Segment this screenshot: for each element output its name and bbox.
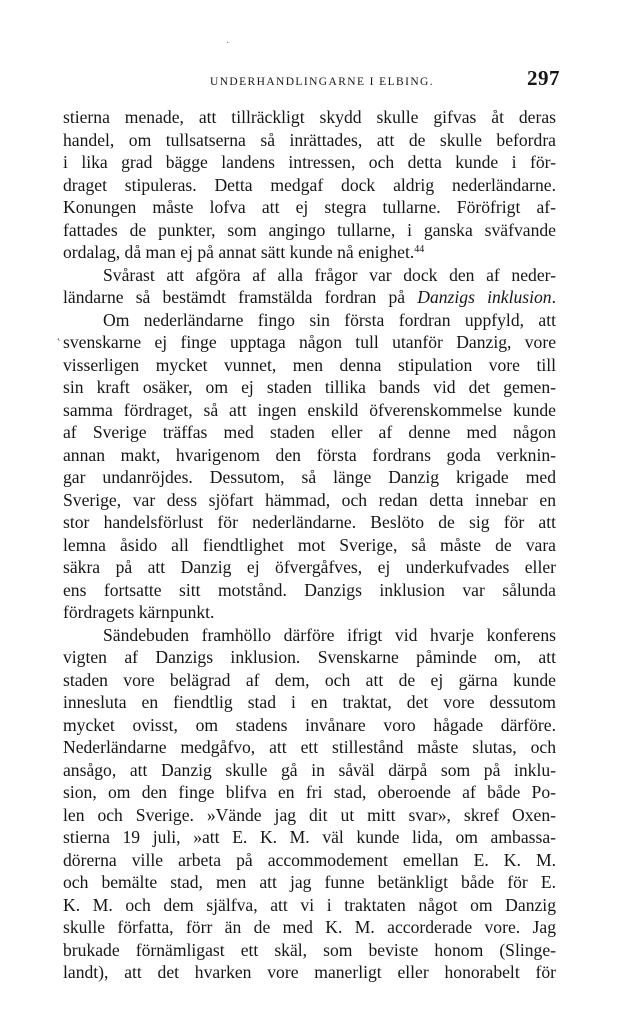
text-line: gar undanröjdes. Dessutom, så länge Danzig krigade med (63, 467, 556, 487)
text-line: K. M. och dem själfva, att vi i traktaten något om Danzig (63, 894, 556, 915)
text-line: Sverige, var dess sjöfart hämmad, och redan detta innebar en (63, 489, 556, 510)
text-line: innesluta en fiendtlig stad i en traktat, det vore dessutom (63, 692, 556, 712)
text-line: lemna åsido all fiendtlighet mot Sverige, så måste de vara (63, 534, 556, 555)
text-line: landt), att det hvarken vore manerligt eller honorabelt för (63, 962, 556, 982)
text-line: staden vore belägrad af dem, och att de ej gärna kunde (63, 669, 556, 690)
text-line: säkra på att Danzig ej öfvergåfves, ej underkufvades eller (63, 557, 556, 577)
text-line: draget stipuleras. Detta medgaf dock aldrig nederländarne. (63, 174, 556, 195)
footnote-reference[interactable]: 44 (414, 244, 425, 255)
text-line: Nederländarne medgåfvo, att ett stillestånd måste slutas, och (63, 737, 556, 757)
text-line: Sändebuden framhöllo därföre ifrigt vid hvarje konferens (103, 624, 556, 645)
text-line: svenskarne ej finge upptaga någon tull utanför Danzig, vore (63, 332, 556, 352)
text-line: sion, om den finge blifva en fri stad, oberoende af både Po- (63, 782, 556, 802)
text-line: ländarne så bestämdt framstälda fordran på (63, 287, 418, 307)
body-text (63, 106, 556, 984)
text-line: Om nederländarne fingo sin första fordran uppfyld, att (103, 309, 556, 330)
text-line: ansågo, att Danzig skulle gå in såväl därpå som på inklu- (63, 759, 556, 780)
text-line-with-emphasis (63, 286, 556, 309)
text-line: mycket ovisst, om stadens invånare voro hågade därföre. (63, 714, 556, 735)
specks-mark: · (226, 38, 230, 49)
text-line: samma fördraget, så att ingen enskild öfverenskommelse kunde (63, 399, 556, 420)
text-line: brukade förnämligast ett skäl, som beviste honom (Slinge- (63, 939, 556, 960)
text-line: stor handelsförlust för nederländarne. Beslöto de sig för att (63, 512, 556, 532)
text-line: i lika grad bägge landens intressen, och detta kunde i för- (63, 152, 556, 172)
emphasized-text: Danzigs inklusion (417, 287, 552, 307)
text-line: Svårast att afgöra af alla frågor var dock den af neder- (103, 264, 556, 285)
running-header (62, 64, 566, 98)
text-line: ens fortsatte sitt motstånd. Danzigs inklusion var sålunda (63, 579, 556, 600)
text-line: dörerna ville arbeta på accommodement emellan E. K. M. (63, 849, 556, 870)
text-line: Konungen måste lofva att ej stegra tullarne. Föröfrigt af- (63, 197, 556, 217)
text-line: vigten af Danzigs inklusion. Svenskarne påminde om, att (63, 647, 556, 667)
text-line: och bemälte stad, men att jag funne betänkligt både för E. (63, 872, 556, 892)
emphasis-period: . (551, 287, 556, 307)
text-line: len och Sverige. »Vände jag dit ut mitt svar», skref Oxen- (63, 804, 556, 825)
text-line-with-footnote (63, 241, 556, 264)
running-title: UNDERHANDLINGARNE I ELBING. (210, 76, 435, 88)
text-line: stierna 19 juli, »att E. K. M. väl kunde lida, om ambassa- (63, 827, 556, 847)
text-line: handel, om tullsatserna så inrättades, att de skulle befordra (63, 129, 556, 150)
text-line: annan makt, hvarigenom den första fordrans goda verknin- (63, 444, 556, 465)
text-line: visserligen mycket vunnet, men denna stipulation vore till (63, 354, 556, 375)
stray-ink-mark: ˛ (57, 327, 61, 341)
text-line: stierna menade, att tillräckligt skydd skulle gifvas åt deras (63, 107, 556, 127)
text-line: af Sverige träffas med staden eller af denne med någon (63, 422, 556, 442)
text-line: ordalag, då man ej på annat sätt kunde nå enighet. (63, 242, 415, 262)
text-line: skulle författa, förr än de med K. M. accorderade vore. Jag (63, 917, 556, 937)
text-line: fördragets kärnpunkt. (63, 602, 215, 622)
text-line: sin kraft osäker, om ej staden tillika bands vid det gemen- (63, 377, 556, 397)
text-line: fattades de punkter, som angingo tullarne, i ganska sväfvande (63, 219, 556, 240)
page-number: 297 (527, 66, 560, 90)
